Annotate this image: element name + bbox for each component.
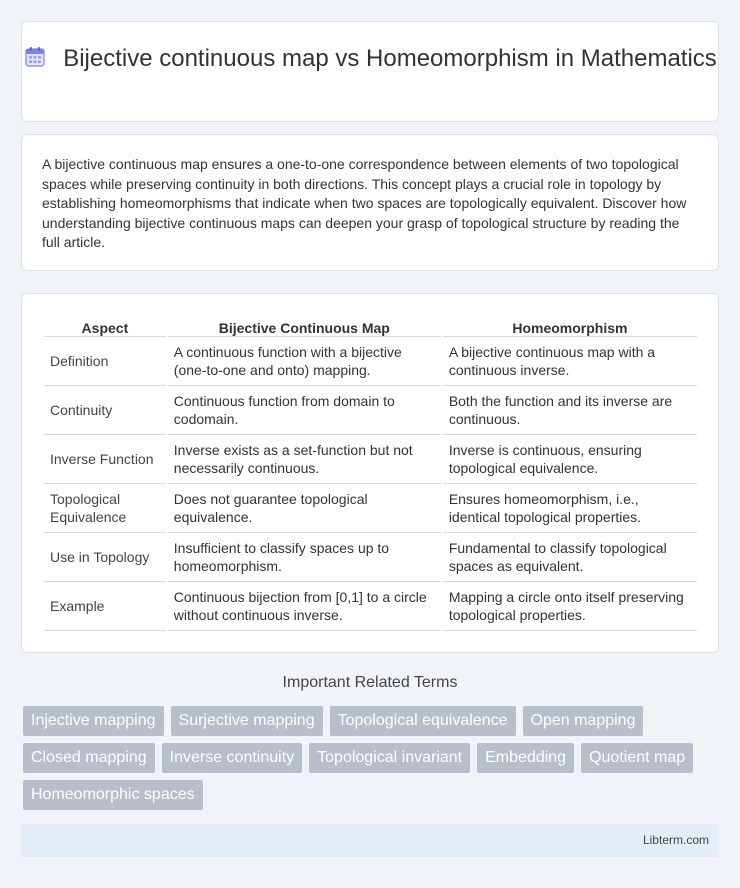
table-row (44, 386, 697, 435)
header-aspect: Aspect (44, 314, 166, 337)
table-row (44, 337, 697, 386)
table-row (44, 582, 697, 631)
tag-open-mapping[interactable]: Open mapping (523, 706, 644, 736)
tag-inverse-continuity[interactable]: Inverse continuity (162, 743, 303, 773)
tag-surjective-mapping[interactable]: Surjective mapping (171, 706, 323, 736)
cell-bijective: Does not guarantee topological equivalence. (168, 484, 441, 533)
footer-site-link[interactable]: Libterm.com (642, 833, 709, 847)
tag-topological-equivalence[interactable]: Topological equivalence (330, 706, 516, 736)
calendar-icon (23, 45, 47, 69)
cell-homeomorphism: Inverse is continuous, ensuring topological equivalence. (443, 435, 697, 484)
cell-aspect: Inverse Function (44, 435, 166, 484)
tag-topological-invariant[interactable]: Topological invariant (309, 743, 470, 773)
cell-bijective: Insufficient to classify spaces up to homeomorphism. (168, 533, 441, 582)
cell-aspect: Example (44, 582, 166, 631)
table-row (44, 435, 697, 484)
cell-bijective: Continuous bijection from [0,1] to a circle without continuous inverse. (168, 582, 441, 631)
tag-homeomorphic-spaces[interactable]: Homeomorphic spaces (23, 780, 203, 810)
cell-homeomorphism: Both the function and its inverse are continuous. (443, 386, 697, 435)
related-terms-list (23, 706, 723, 810)
cell-aspect: Topological Equivalence (44, 484, 166, 533)
table-header-row (44, 314, 697, 337)
title-card (21, 21, 719, 122)
cell-homeomorphism: Fundamental to classify topological spaces as equivalent. (443, 533, 697, 582)
tag-embedding[interactable]: Embedding (477, 743, 574, 773)
tag-quotient-map[interactable]: Quotient map (581, 743, 693, 773)
header-homeomorphism: Homeomorphism (443, 314, 697, 337)
tag-closed-mapping[interactable]: Closed mapping (23, 743, 155, 773)
cell-aspect: Continuity (44, 386, 166, 435)
intro-card (21, 134, 719, 271)
page-title-wrap (22, 44, 718, 73)
cell-bijective: Inverse exists as a set-function but not necessarily continuous. (168, 435, 441, 484)
table-row (44, 484, 697, 533)
header-bijective: Bijective Continuous Map (168, 314, 441, 337)
comparison-card (21, 293, 719, 653)
cell-homeomorphism: Ensures homeomorphism, i.e., identical topological properties. (443, 484, 697, 533)
cell-bijective: A continuous function with a bijective (one-to-one and onto) mapping. (168, 337, 441, 386)
related-terms-heading: Important Related Terms (282, 674, 458, 691)
table-row (44, 533, 697, 582)
footer (21, 824, 719, 857)
intro-paragraph: A bijective continuous map ensures a one-to-one correspondence between elements of two topological spaces while preserving continuity in both directions. This concept plays a crucial role in topology by establishing homeomorphisms that indicate when two spaces are topologically equivalent. Discover how understanding bijective continuous maps can deepen your grasp of topological structure by reading the full article. (42, 156, 687, 251)
tag-injective-mapping[interactable]: Injective mapping (23, 706, 164, 736)
comparison-table (42, 314, 699, 631)
cell-aspect: Use in Topology (44, 533, 166, 582)
cell-bijective: Continuous function from domain to codomain. (168, 386, 441, 435)
cell-homeomorphism: A bijective continuous map with a continuous inverse. (443, 337, 697, 386)
cell-aspect: Definition (44, 337, 166, 386)
page-title: Bijective continuous map vs Homeomorphism in Mathematics (63, 45, 717, 72)
cell-homeomorphism: Mapping a circle onto itself preserving topological properties. (443, 582, 697, 631)
